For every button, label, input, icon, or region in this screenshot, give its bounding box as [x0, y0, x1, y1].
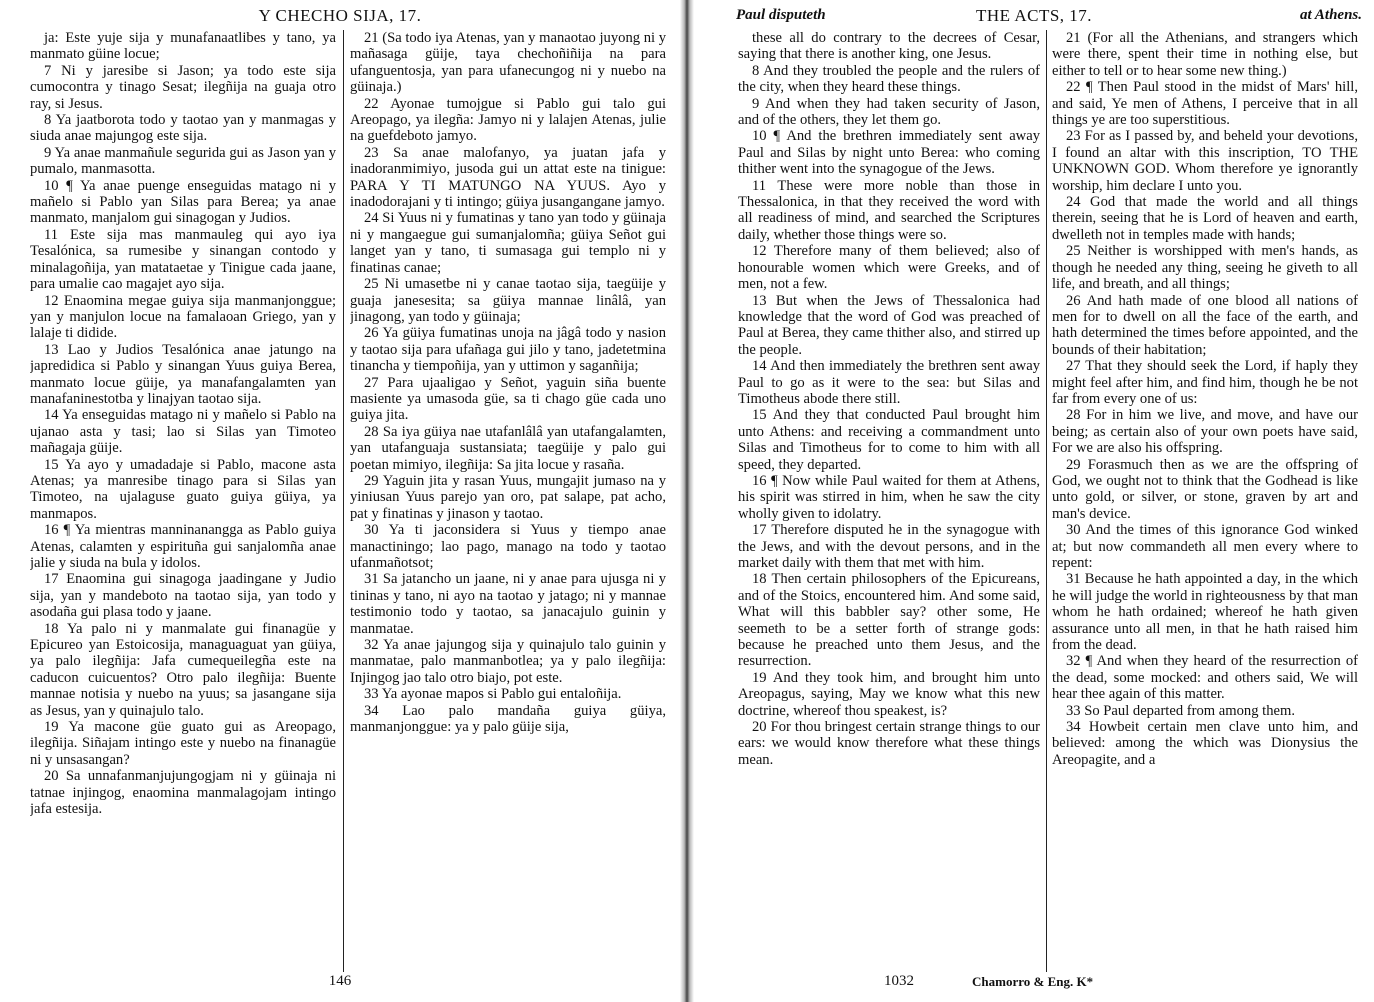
text-column-right [350, 30, 666, 964]
running-head-title: THE ACTS, 17. [975, 6, 1093, 25]
verse-paragraph: 20 Sa unnafanmanjujungogjam ni y güinaja ni tatnae injingog, enaomina manmalagojam intingo jafa estesija. [30, 768, 336, 818]
verse-paragraph: 10 ¶ Ya anae puenge enseguidas matago ni y mañelo si Pablo yan Silas para Berea; ya anae manmato, manjalom gui sinagogan y Judios. [30, 177, 336, 227]
verse-paragraph: these all do contrary to the decrees of Cesar, saying that there is another king, one Jesus. [738, 30, 1040, 63]
verse-paragraph: 26 And hath made of one blood all nations of men for to dwell on all the face of the earth, and hath determined the times before appointed, and the bounds of their habitation; [1052, 292, 1358, 358]
verse-paragraph: 27 That they should seek the Lord, if haply they might feel after him, and find him, though he be not far from every one of us: [1052, 358, 1358, 407]
verse-paragraph: 26 Ya güiya fumatinas unoja na jâgâ todo y nasion y taotao sija para ufañaga gui jilo y tano, jadetetmina tinancha y tiempoñija, yan y uttimon y saganñija; [350, 325, 666, 375]
column-divider [343, 30, 344, 972]
verse-paragraph: 19 And they took him, and brought him unto Areopagus, saying, May we know what this new doctrine, whereof thou speakest, is? [738, 669, 1040, 719]
verse-paragraph: 15 And they that conducted Paul brought him unto Athens: and receiving a commandment unto Silas and Timotheus for to come to him with all speed, they departed. [738, 407, 1040, 473]
verse-paragraph: 34 Lao palo mandaña guiya güiya, manmanjonggue: ya y palo güije sija, [350, 702, 666, 736]
verse-paragraph: 30 Ya ti jaconsidera si Yuus y tiempo anae manactiningo; lao pago, manago na todo y taotao ufanmañotsot; [350, 522, 666, 571]
verse-paragraph: 32 Ya anae jajungog sija y quinajulo talo guinin y manmatae, palo manmanbotlea; ya y palo ilegñija: Injingog jao talo otro biajo, pot este. [350, 637, 666, 686]
verse-paragraph: 8 Ya jaatborota todo y taotao yan y manmagas y siuda anae majungog este sija. [30, 112, 336, 145]
verse-paragraph: 22 Ayonae tumojgue si Pablo gui talo gui Areopago, ya ilegña: Jamyo ni y lalajen Atenas, julie na guefdeboto jamyo. [350, 95, 666, 145]
verse-paragraph: 28 Sa iya güiya nae utafanlâlâ yan utafangalamten, yan utafanguaja sustansiata; taegüije y palo gui poetan mimiyo, ilegñija: Sa jita locue y rasaña. [350, 423, 666, 473]
verse-paragraph: 30 And the times of this ignorance God winked at; but now commandeth all men every where to repent: [1052, 522, 1358, 571]
verse-paragraph: 21 (Sa todo iya Atenas, yan y manaotao juyong ni y mañasaga güije, taya chechoñiñija na para ufanguentosja, yan para ufanecungog ni y nuebo na güinaja.) [350, 30, 666, 96]
verse-paragraph: 34 Howbeit certain men clave unto him, and believed: among the which was Dionysius the Areopagite, and a [1052, 719, 1358, 768]
verse-paragraph: 14 Ya enseguidas matago ni y mañelo si Pablo na ujanao asta y tasi; lao si Silas yan Timoteo mañagaja güije. [30, 407, 336, 457]
left-page-chamorro [0, 0, 680, 1002]
verse-paragraph: 31 Because he hath appointed a day, in the which he will judge the world in righteousness by that man whom he hath ordained; whereof he hath given assurance unto all men, in that he hath raised him from the dead. [1052, 571, 1358, 654]
verse-paragraph: 23 Sa anae malofanyo, ya juatan jafa y inadoranmimiyo, jusoda gui un attat este na tinigue: PARA Y TI MATUNGO NA YUUS. Ayo y inadodorajani y ti intingo; güiya jusangangane jamyo. [350, 144, 666, 211]
running-head-title: Y CHECHO SIJA, 17. [258, 6, 422, 25]
verse-paragraph: 11 These were more noble than those in Thessalonica, in that they received the word with all readiness of mind, and searched the Scriptures daily, whether those things were so. [738, 177, 1040, 243]
verse-paragraph: 17 Therefore disputed he in the synagogue with the Jews, and with the devout persons, and in the market daily with them that met with him. [738, 522, 1040, 571]
verse-paragraph: ja: Este yuje sija y munafanaatlibes y tano, ya manmato güine locue; [30, 30, 336, 63]
verse-paragraph: 14 And then immediately the brethren sent away Paul to go as it were to the sea: but Silas and Timotheus abode there still. [738, 358, 1040, 407]
text-column-left [30, 30, 336, 964]
verse-paragraph: 10 ¶ And the brethren immediately sent away Paul and Silas by night unto Berea: who coming thither went into the synagogue of the Jews. [738, 128, 1040, 178]
running-head-right: at Athens. [1300, 7, 1362, 23]
book-gutter [680, 0, 694, 1002]
verse-paragraph: 20 For thou bringest certain strange things to our ears: we would know therefore what these things mean. [738, 719, 1040, 768]
verse-paragraph: 32 ¶ And when they heard of the resurrection of the dead, some mocked: and others said, We will hear thee again of this matter. [1052, 653, 1358, 703]
verse-paragraph: 24 God that made the world and all things therein, seeing that he is Lord of heaven and earth, dwelleth not in temples made with hands; [1052, 194, 1358, 243]
verse-paragraph: 7 Ni y jaresibe si Jason; ya todo este sija cumocontra y tinago Sesat; ilegñija na guaja otro ray, si Jesus. [30, 62, 336, 112]
verse-paragraph: 33 So Paul departed from among them. [1066, 702, 1295, 719]
verse-paragraph: 12 Therefore many of them believed; also of honourable women which were Greeks, and of men, not a few. [738, 243, 1040, 293]
verse-paragraph: 17 Enaomina gui sinagoga jaadingane y Judio sija, yan y mandeboto na taotao sija, yan todo y asodaña gui plasa todo y jaane. [30, 571, 336, 621]
verse-paragraph: 9 And when they had taken security of Jason, and of the others, they let them go. [738, 95, 1040, 129]
verse-paragraph: 31 Sa jatancho un jaane, ni y anae para ujusga ni y tininas y tano, ni ayo na taotao y jatago; ni y mannae testimonio todo y taotao, sa janacajulo guinin y manmatae. [350, 571, 666, 637]
verse-paragraph: 25 Neither is worshipped with men's hands, as though he needed any thing, seeing he giveth to all life, and breath, and all things; [1052, 243, 1358, 293]
verse-paragraph: 15 Ya ayo y umadadaje si Pablo, macone asta Atenas; ya manresibe tinago para si Silas yan Timoteo, na ujalaguse guato guiya güiya, ya manmapos. [30, 456, 336, 522]
verse-paragraph: 12 Enaomina megae guiya sija manmanjonggue; yan y manjulon locue na famalaoan Griego, yan y lalaje ti didide. [30, 292, 336, 342]
verse-paragraph: 9 Ya anae manmañule segurida gui as Jason yan y pumalo, manmasotta. [30, 144, 336, 178]
running-head-left: Paul disputeth [736, 7, 826, 23]
verse-paragraph: 25 Ni umasetbe ni y canae taotao sija, taegüije y guaja janesesita; sa güiya mannae linâlâ, yan jinagong, yan todo y güinaja; [350, 276, 666, 325]
page-number: 1032 [884, 973, 914, 989]
text-column-right [1052, 30, 1358, 964]
verse-paragraph: 19 Ya macone güe guato gui as Areopago, ilegñija. Siñajam intingo este y nuebo na finanagüe ni y unsasangan? [30, 719, 336, 768]
column-divider [1046, 30, 1047, 972]
verse-paragraph: 28 For in him we live, and move, and have our being; as certain also of your own poets have said, For we are also his offspring. [1052, 407, 1358, 457]
page-number: 146 [328, 973, 352, 989]
running-head [0, 6, 680, 28]
verse-paragraph: 29 Yaguin jita y rasan Yuus, mungajit jumaso na y yiniusan Yuus parejo yan oro, pat salape, pat acho, pat y finatinas y jinason y taotao. [350, 472, 666, 522]
text-column-left [738, 30, 1040, 964]
verse-paragraph: 29 Forasmuch then as we are the offspring of God, we ought not to think that the Godhead is like unto gold, or silver, or stone, graven by art and man's device. [1052, 456, 1358, 522]
verse-paragraph: 16 ¶ Ya mientras manninanangga as Pablo guiya Atenas, calamten y espirituña gui sanjalomña anae jalie y siuda na bula y idolos. [30, 522, 336, 571]
verse-paragraph: 33 Ya ayonae mapos si Pablo gui entaloñija. [364, 686, 622, 703]
verse-paragraph: 11 Este sija mas manmauleg qui ayo iya Tesalónica, sa rumesibe y sinangan contodo y minalagoñija, yan matataetae y Tinigue cada jaane, para umalie cao magajet ayo sija. [30, 226, 336, 293]
running-head [694, 6, 1374, 28]
verse-paragraph: 18 Ya palo ni y manmalate gui finanagüe y Epicureo yan Estoicosija, managuaguat yan güiya, ya palo ilegñija: Jafa cumequeilegña este na caducon cuicuentos? Otro palo ilegñija: Buente mannae notisia y nuebo na yuus; sa jasangane sija as Jesus, yan y quinajulo talo. [30, 620, 336, 719]
verse-paragraph: 16 ¶ Now while Paul waited for them at Athens, his spirit was stirred in him, when he saw the city wholly given to idolatry. [738, 472, 1040, 522]
verse-paragraph: 13 Lao y Judios Tesalónica anae jatungo na japredidica si Pablo y sinangan Yuus guiya Berea, manmato locue güije, ya manafangalamten yan manafaninestotba y linajyan taotao sija. [30, 341, 336, 407]
right-page-english [694, 0, 1374, 1002]
printer-signature: Chamorro & Eng. K* [972, 974, 1094, 989]
verse-paragraph: 27 Para ujaaligao y Señot, yaguin siña buente masiente ya umasoda güe, sa ti chago güe cada uno guiya jita. [350, 374, 666, 424]
verse-paragraph: 22 ¶ Then Paul stood in the midst of Mars' hill, and said, Ye men of Athens, I perceive that in all things ye are too superstitious. [1052, 79, 1358, 129]
verse-paragraph: 24 Si Yuus ni y fumatinas y tano yan todo y güinaja ni y mangaegue gui sumanjalomña; güiya Señot gui langet yan y tano, ti sumasaga gui templo ni y finatinas canae; [350, 210, 666, 276]
verse-paragraph: 23 For as I passed by, and beheld your devotions, I found an altar with this inscription, TO THE UNKNOWN GOD. Whom therefore ye ignorantly worship, him declare I unto you. [1052, 128, 1358, 194]
verse-paragraph: 18 Then certain philosophers of the Epicureans, and of the Stoics, encountered him. And some said, What will this babbler say? other some, He seemeth to be a setter forth of strange gods: because he preached unto them Jesus, and the resurrection. [738, 571, 1040, 670]
verse-paragraph: 21 (For all the Athenians, and strangers which were there, spent their time in nothing else, but either to tell or to hear some new thing.) [1052, 30, 1358, 79]
verse-paragraph: 13 But when the Jews of Thessalonica had knowledge that the word of God was preached of Paul at Berea, they came thither also, and stirred up the people. [738, 292, 1040, 358]
verse-paragraph: 8 And they troubled the people and the rulers of the city, when they heard these things. [738, 62, 1040, 96]
